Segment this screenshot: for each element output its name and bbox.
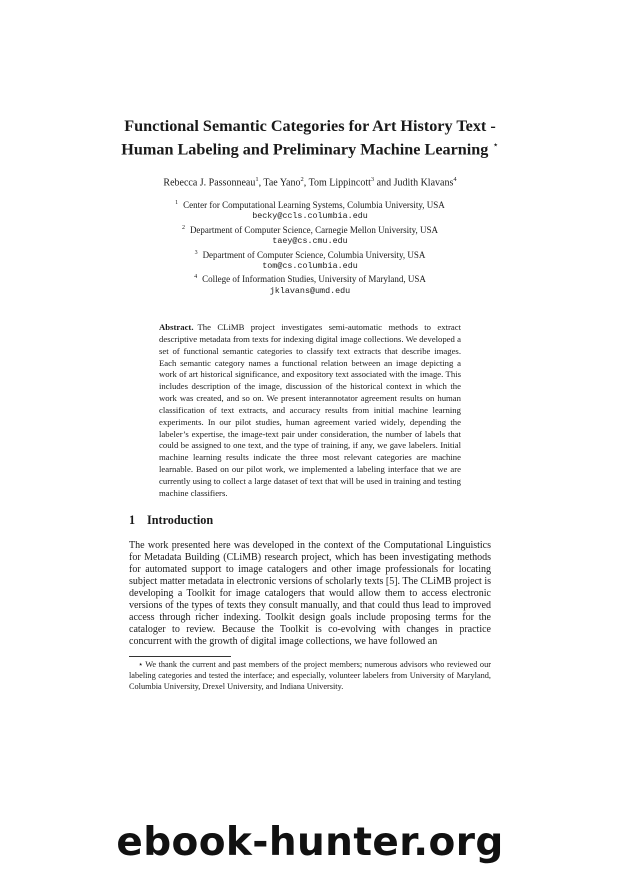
footnote-text: We thank the current and past members of the project members; numerous advisors who reviewed our labeling categories and tested the interface; and especially, volunteer labelers from University of Maryland, Columbia University, Drexel University, and Indiana University. — [129, 660, 491, 692]
title-line-1: Functional Semantic Categories for Art History Text - — [124, 117, 496, 135]
section-number: 1 — [129, 513, 136, 527]
author-affil-number: 2 — [300, 176, 304, 183]
title-line-2-text: Human Labeling and Preliminary Machine Learning — [121, 140, 489, 159]
author-list — [90, 176, 530, 188]
author-affil-number: 1 — [255, 176, 259, 183]
affiliation-number: 1 — [175, 200, 179, 206]
introduction-paragraph: The work presented here was developed in the context of the Computational Linguistics for Metadata Building (CLiMB) research project, which has been investigating methods for automated support to image catalogers and other image professionals for locating subject matter metadata in electronic versions of scholarly texts [5]. The CLiMB project is developing a Toolkit for image catalogers that would allow them to access electronic versions of the types of texts they consult manually, and that could thus lead to improved access through richer indexing. Toolkit design goals include proposing terms for the cataloger to review. Because the Toolkit is co-evolving with changes in practice concurrent with the growth of digital image collections, we have followed an — [129, 540, 491, 648]
affiliation — [90, 248, 530, 261]
section-title: Introduction — [147, 513, 214, 527]
author-separator: , — [258, 177, 264, 189]
author-affil-number: 4 — [453, 176, 457, 183]
affiliation-list — [90, 198, 530, 297]
author-name: Tom Lippincott — [308, 177, 371, 189]
author-affil-number: 3 — [370, 176, 375, 183]
footnote — [129, 659, 491, 693]
affiliation-org: Department of Computer Science, Carnegie Mellon University, USA — [189, 224, 439, 235]
author-name: Rebecca J. Passonneau — [163, 177, 256, 189]
author-name: Judith Klavans — [393, 177, 454, 189]
affiliation-org: College of Information Studies, University of Maryland, USA — [202, 274, 426, 285]
affiliation-org: Center for Computational Learning Systems, Columbia University, USA — [183, 200, 445, 210]
affiliation-number: 4 — [194, 274, 198, 281]
affiliation-email: tom@cs.columbia.edu — [262, 261, 358, 272]
title-line-2 — [90, 136, 530, 159]
paper-title — [90, 116, 530, 159]
abstract-label: Abstract. — [159, 322, 194, 332]
title-footnote-mark: ⋆ — [492, 140, 499, 151]
footnote-mark: ⋆ — [138, 660, 144, 669]
watermark: ebook-hunter.org — [116, 820, 504, 865]
author-name: Tae Yano — [263, 177, 301, 189]
affiliation — [90, 272, 530, 285]
affiliation-email: taey@cs.cmu.edu — [272, 236, 348, 247]
affiliation-org: Department of Computer Science, Columbia University, USA — [202, 249, 426, 260]
affiliation-email: becky@ccls.columbia.edu — [252, 211, 368, 222]
abstract — [159, 322, 461, 500]
affiliation — [90, 198, 530, 211]
author-separator: and — [374, 177, 394, 189]
affiliation — [90, 223, 530, 236]
footnote-divider — [129, 656, 231, 657]
author-separator: , — [303, 177, 309, 189]
affiliation-number: 2 — [181, 224, 185, 231]
abstract-text: The CLiMB project investigates semi-automatic methods to extract descriptive metadata from texts for indexing digital image collections. We developed a set of functional semantic categories to classify text extracts that describe images. Each semantic category names a functional relation between an image depicting a work of art historical significance, and expository text associated with the image. This includes description of the image, discussion of the historical context in which the work was created, and so on. We present interannotator agreement results on human classification of text extracts, and accuracy results from initial machine learning experiments. In our pilot studies, human agreement varied widely, depending the labeler’s expertise, the image-text pair under consideration, the number of labels that could be assigned to one text, and the type of training, if any, we gave labelers. Initial machine learning results indicate the three most relevant categories are machine learnable. Based on our pilot work, we implemented a labeling interface that we are currently using to collect a large dataset of text that will be used in training and testing machine classifiers. — [159, 322, 461, 498]
affiliation-number: 3 — [194, 249, 198, 256]
affiliation-email: jklavans@umd.edu — [269, 285, 351, 296]
section-heading — [129, 513, 213, 528]
